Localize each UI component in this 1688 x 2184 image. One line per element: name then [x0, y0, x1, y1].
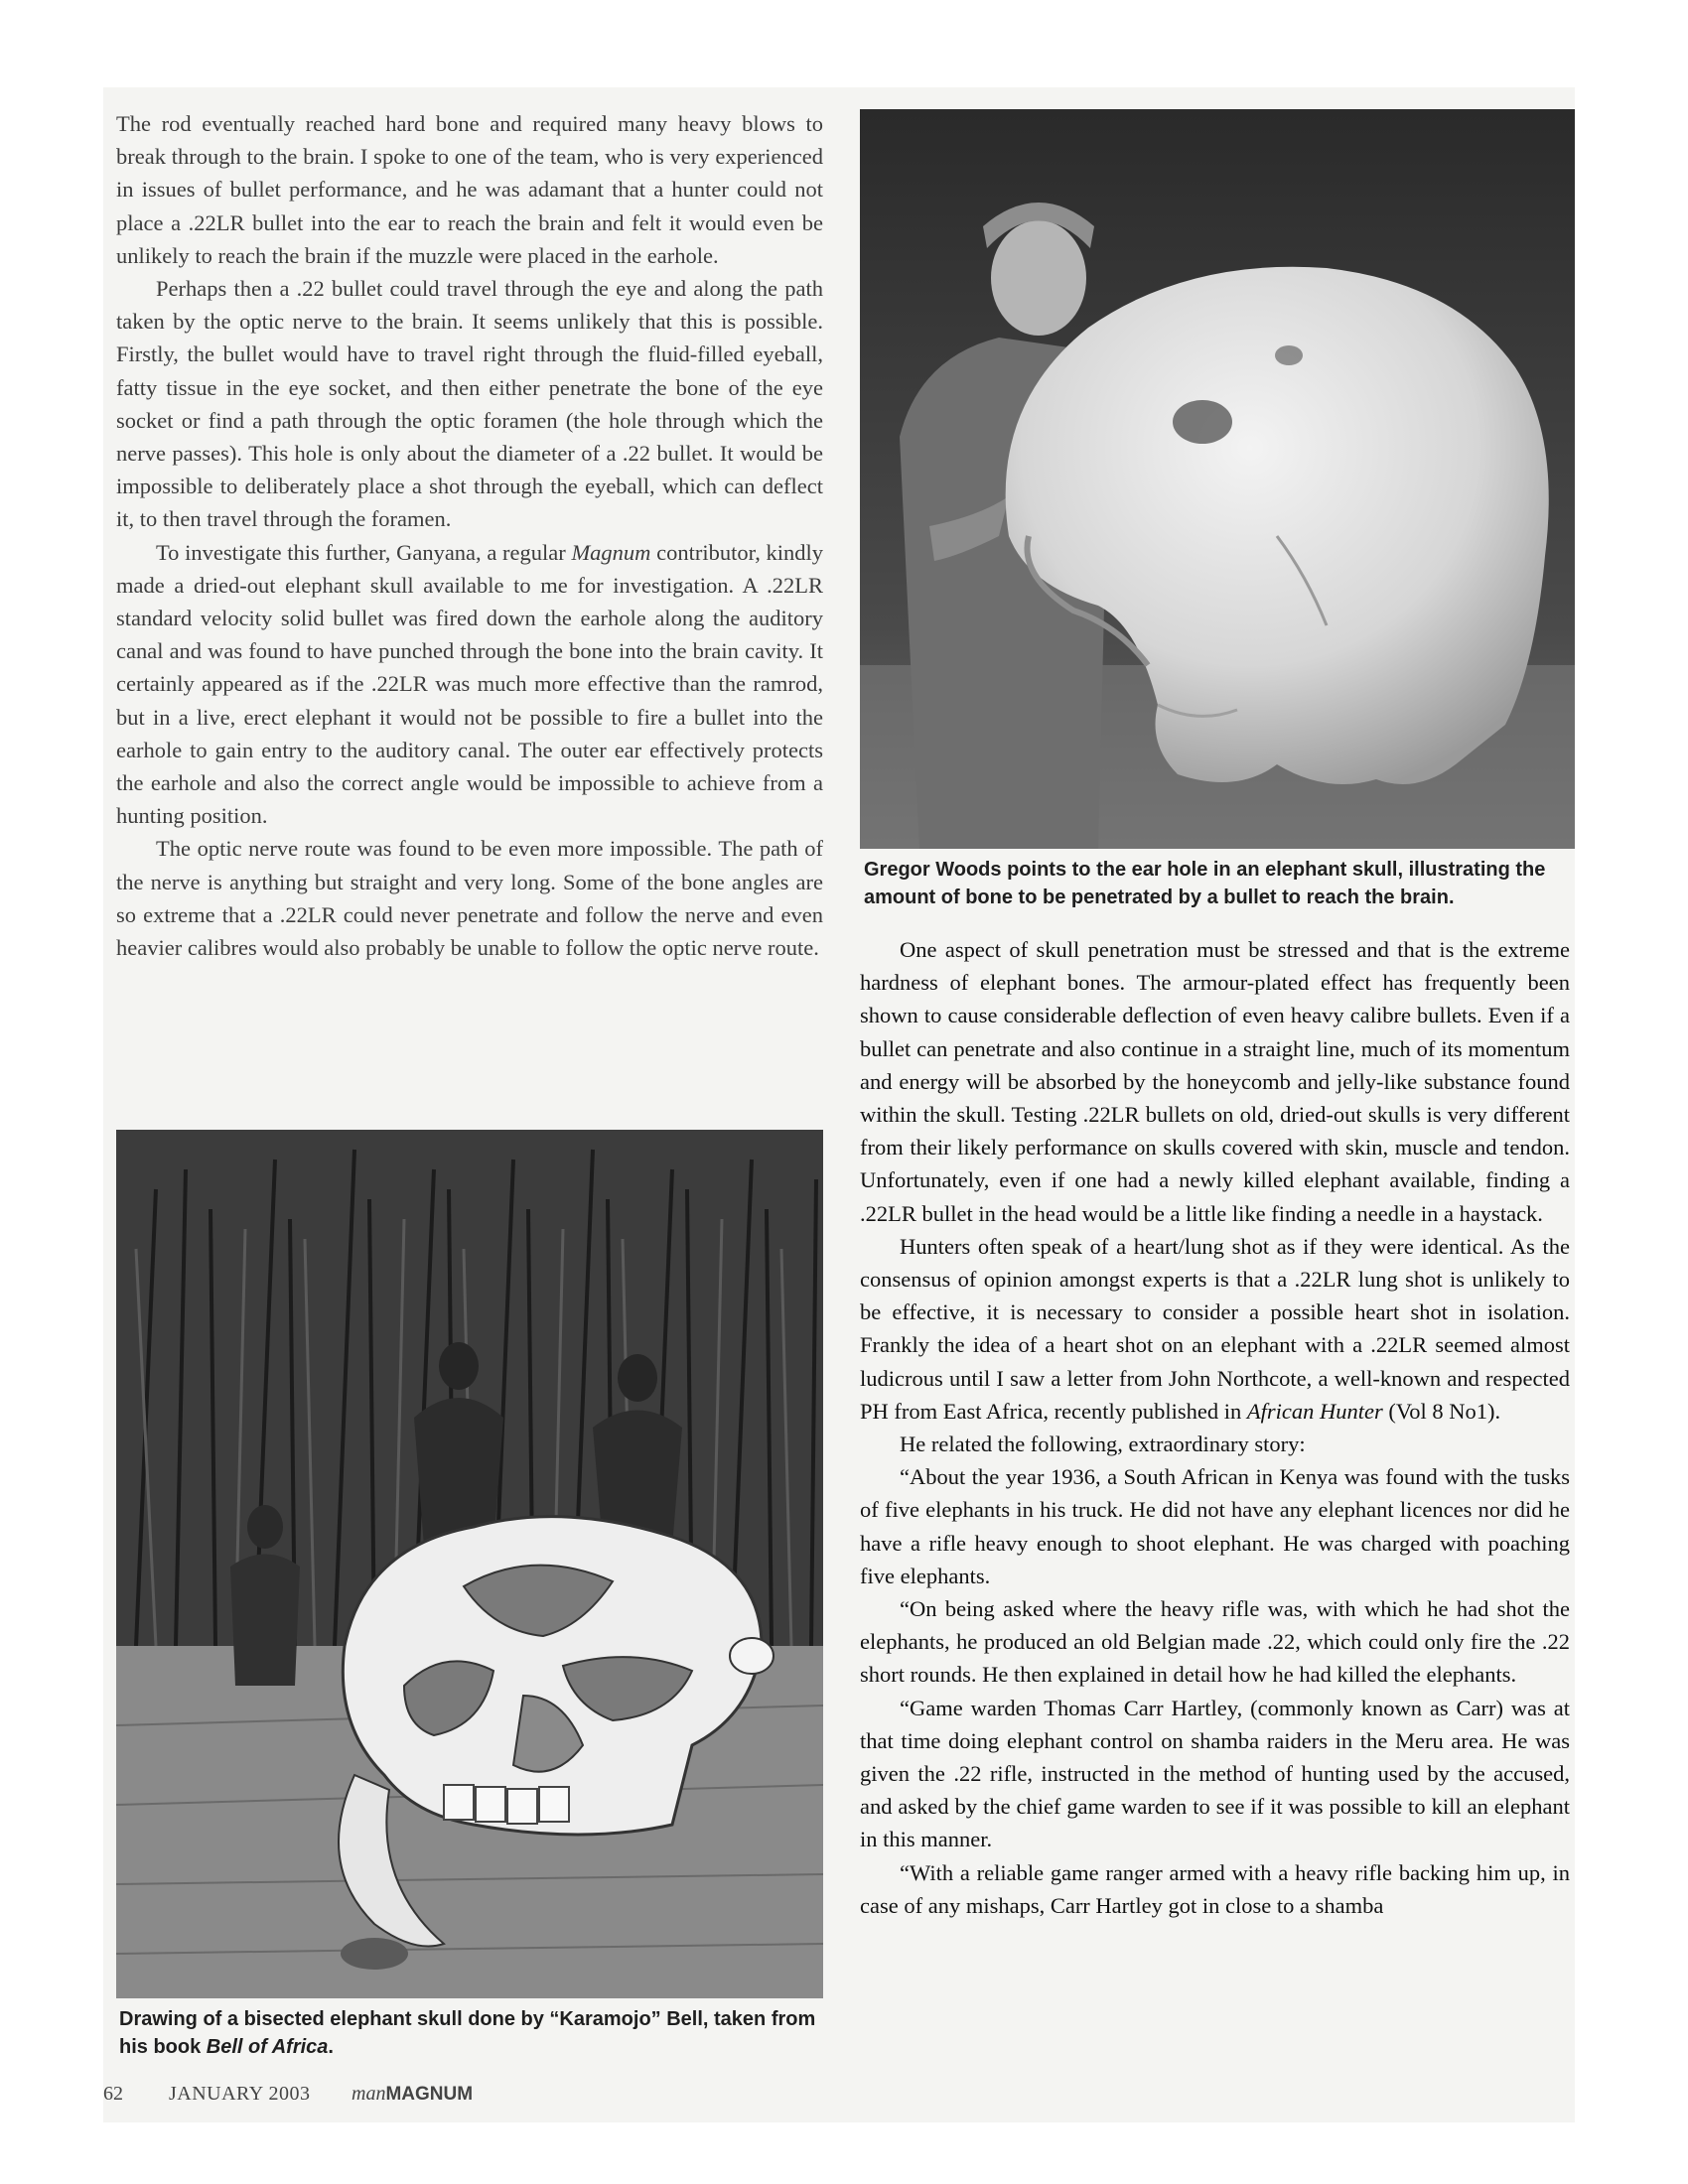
article-right-column: [860, 933, 1570, 1922]
paragraph: “On being asked where the heavy rifle was, with which he had shot the elephants, he produced an old Belgian made .22, which could only fire the .22 short rounds. He then explained in detail how he had killed the elephants.: [860, 1596, 1570, 1688]
paragraph: “With a reliable game ranger armed with a heavy rifle backing him up, in case of any mishaps, Carr Hartley got in close to a shamba: [860, 1859, 1570, 1918]
paragraph: The rod eventually reached hard bone and required many heavy blows to break through to the brain. I spoke to one of the team, who is very experienced in issues of bullet performance, and he was adamant that a hunter could not place a .22LR bullet into the ear to reach the brain and felt it would even be unlikely to reach the brain if the muzzle were placed in the earhole.: [116, 111, 823, 268]
magazine-brand: manMAGNUM: [352, 2083, 474, 2105]
paragraph: One aspect of skull penetration must be stressed and that is the extreme hardness of elephant bones. The armour-plated effect has frequently been shown to cause considerable deflection of even heavy calibre bullets. Even if a bullet can penetrate and also continue in a straight line, much of its momentum and energy will be absorbed by the honeycomb and jelly-like substance found within the skull. Testing .22LR bullets on old, dried-out skulls is very different from their likely performance on skulls covered with skin, muscle and tendon. Unfortunately, even if one had a newly killed elephant available, finding a .22LR bullet in the head would be a little like finding a needle in a haystack.: [860, 937, 1570, 1226]
page-number: 62: [103, 2083, 123, 2105]
drawing-bisected-skull: [116, 1130, 823, 1998]
photo-elephant-skull: [860, 109, 1575, 849]
paragraph: The optic nerve route was found to be even more impossible. The path of the nerve is anything but straight and very long. Some of the bone angles are so extreme that a .22LR could never penetrate and follow the nerve and even heavier calibres would also probably be unable to follow the optic nerve route.: [116, 836, 823, 961]
paragraph: To investigate this further, Ganyana, a regular Magnum contributor, kindly made a dried-out elephant skull available to me for investigation. A .22LR standard velocity solid bullet was fired down the earhole along the auditory canal and was found to have punched through the bone into the brain cavity. It certainly appeared as if the .22LR was much more effective than the ramrod, but in a live, erect elephant it would not be possible to fire a bullet into the earhole to gain entry to the auditory canal. The outer ear effectively protects the earhole and also the correct angle would be impossible to achieve from a hunting position.: [116, 539, 824, 829]
magazine-name: Magnum: [571, 539, 651, 565]
photo-caption: Gregor Woods points to the ear hole in an elephant skull, illustrating the amount of bone to be penetrated by a bullet to reach the brain.: [864, 859, 1546, 908]
paragraph: Hunters often speak of a heart/lung shot as if they were identical. As the consensus of opinion amongst experts is that a .22LR lung shot is unlikely to be effective, it is necessary to consider a possible heart shot in isolation. Frankly the idea of a heart shot on an elephant with a .22LR seemed almost ludicrous until I saw a letter from John Northcote, a well-known and respected PH from East Africa, recently published in African Hunter (Vol 8 No1).: [860, 1233, 1570, 1424]
paragraph: “About the year 1936, a South African in Kenya was found with the tusks of five elephants in his truck. He did not have any elephant licences nor did he have a rifle heavy enough to shoot elephant. He was charged with poaching five elephants.: [860, 1464, 1570, 1588]
article-left-column: [116, 107, 823, 964]
publication-name: African Hunter: [1246, 1398, 1383, 1424]
page-footer: [103, 2083, 798, 2106]
paragraph: Perhaps then a .22 bullet could travel through the eye and along the path taken by the optic nerve to the brain. It seems unlikely that this is possible. Firstly, the bullet would have to travel right through the fluid-filled eyeball, fatty tissue in the eye socket, and then either penetrate the bone of the eye socket or find a path through the optic foramen (the hole through which the nerve passes). This hole is only about the diameter of a .22 bullet. It would be impossible to deliberately place a shot through the eyeball, which can deflect it, to then travel through the foramen.: [116, 276, 823, 532]
issue-date: JANUARY 2003: [169, 2083, 311, 2105]
paragraph: “Game warden Thomas Carr Hartley, (commonly known as Carr) was at that time doing elephant control on shamba raiders in the Meru area. He was given the .22 rifle, instructed in the method of hunting used by the accused, and asked by the chief game warden to see if it was possible to kill an elephant in this manner.: [860, 1695, 1570, 1852]
book-title: Bell of Africa: [206, 2036, 329, 2058]
paragraph: He related the following, extraordinary story:: [900, 1432, 1306, 1457]
drawing-caption: Drawing of a bisected elephant skull done by “Karamojo” Bell, taken from his book Bell of Africa.: [119, 2008, 816, 2058]
